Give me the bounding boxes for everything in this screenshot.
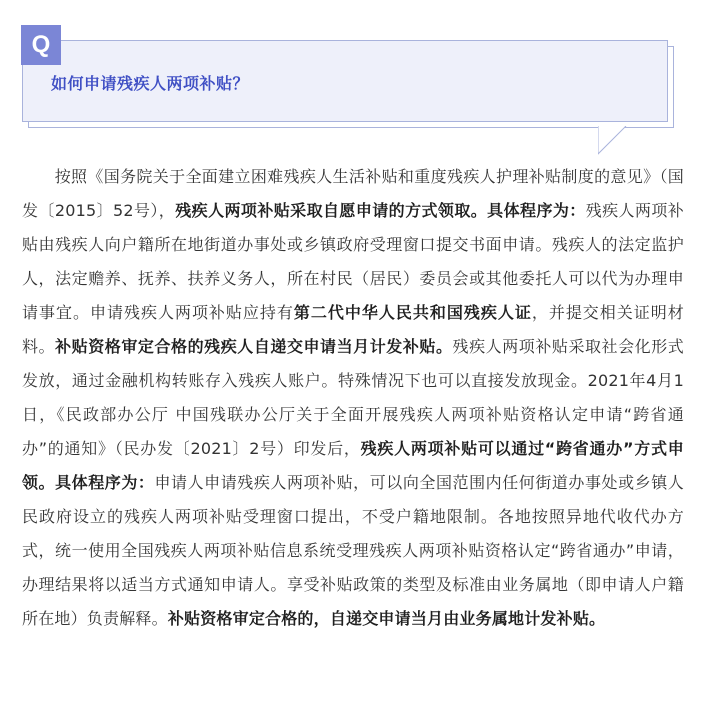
article-paragraph: [22, 167, 684, 628]
text-segment: ，并提交相关证明材料。: [22, 303, 684, 356]
text-segment-bold: 补贴资格审定合格的，自递交申请当月由业务属地计发补贴。: [167, 609, 606, 628]
text-segment: 残疾人两项补贴由残疾人向户籍所在地街道办事处或乡镇政府受理窗口提交书面申请。残疾人的法定监护人，法定赡养、抚养、扶养义务人，所在村民（居民）委员会或其他委托人可以代为办理申请事宜。申请残疾人两项补贴应持有: [22, 201, 684, 322]
text-segment-bold: 补贴资格审定合格的残疾人自递交申请当月计发补贴。: [55, 337, 453, 356]
question-card: [22, 31, 668, 122]
question-box: [22, 31, 674, 126]
text-segment-bold: 第二代中华人民共和国残疾人证: [293, 303, 532, 322]
text-segment: 申请人申请残疾人两项补贴，可以向全国范围内任何街道办事处或乡镇人民政府设立的残疾人两项补贴受理窗口提出，不受户籍地限制。各地按照异地代收代办方式，统一使用全国残疾人两项补贴信息系统受理残疾人两项补贴资格认定“跨省通办”申请，办理结果将以适当方式通知申请人。享受补贴政策的类型及标准由业务属地（即申请人户籍所在地）负责解释。: [22, 473, 684, 628]
article-body: [22, 160, 684, 636]
text-segment-bold: 残疾人两项补贴采取自愿申请的方式领取。具体程序为：: [175, 201, 586, 220]
text-segment: 残疾人两项补贴采取社会化形式发放，通过金融机构转账存入残疾人账户。特殊情况下也可以直接发放现金。2021年4月1日，《民政部办公厅 中国残联办公厅关于全面开展残疾人两项补贴资格认定申请“跨省通办”的通知》（民办发〔2021〕2号）印发后，: [22, 337, 684, 458]
text-segment: 按照《国务院关于全面建立困难残疾人生活补贴和重度残疾人护理补贴制度的意见》（国发〔2015〕52号），: [22, 167, 684, 220]
text-segment-bold: 残疾人两项补贴可以通过“跨省通办”方式申领。具体程序为：: [22, 439, 684, 492]
speech-bubble-tail-icon: [598, 126, 638, 156]
question-badge: Q: [21, 25, 61, 65]
question-title: 如何申请残疾人两项补贴？: [51, 74, 250, 93]
